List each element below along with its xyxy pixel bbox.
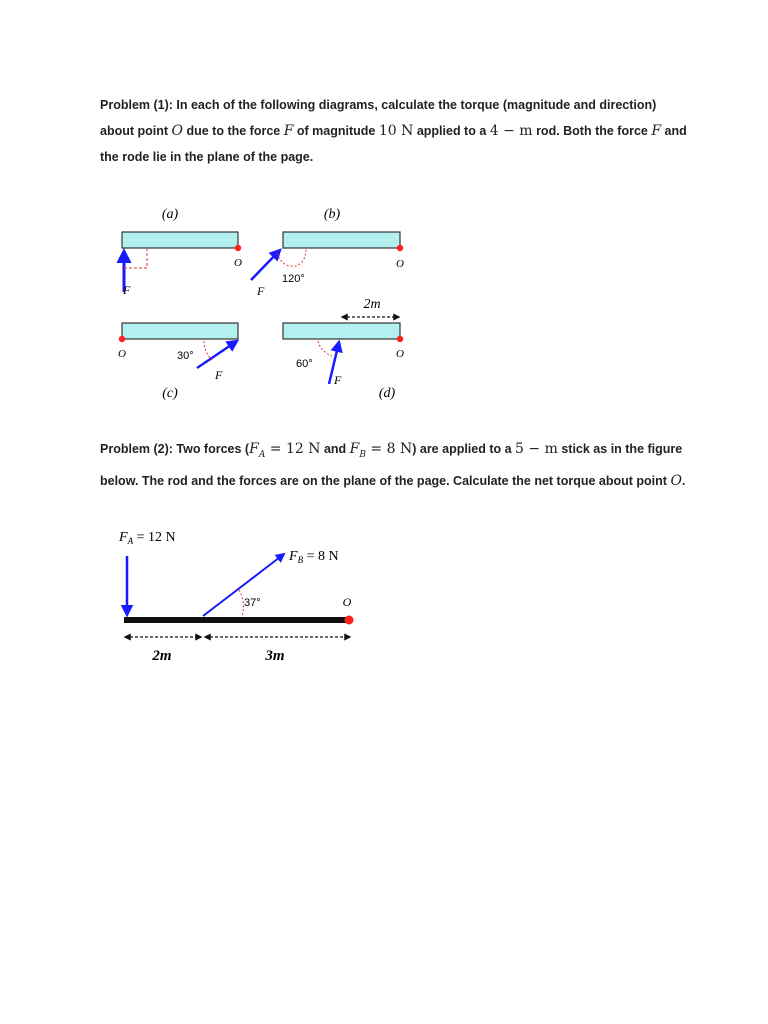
- distance-label-2m: 2m: [152, 648, 172, 664]
- angle-label-c: 30°: [177, 350, 194, 362]
- rod-length: 4 − m: [489, 123, 533, 139]
- problem-1-line-3: the rode lie in the plane of the page.: [100, 150, 314, 164]
- pivot-b: [397, 245, 403, 251]
- force-vector-symbol: F: [283, 123, 294, 139]
- rod-b: [283, 232, 400, 248]
- caption-a: (a): [161, 207, 179, 222]
- angle-arc-d: [318, 341, 332, 356]
- pivot-d: [397, 336, 403, 342]
- diagram-b: [251, 207, 404, 298]
- pivot-2: [345, 616, 354, 625]
- pivot-a: [235, 245, 241, 251]
- point-o-symbol: O: [171, 123, 183, 139]
- diagram-d: [283, 323, 404, 401]
- angle-label-b: 120°: [282, 273, 305, 285]
- force-vector-symbol-2: F: [651, 123, 662, 139]
- force-magnitude: 10 N: [378, 123, 414, 139]
- angle-arc-c: [204, 341, 212, 360]
- angle-label-d: 60°: [296, 358, 313, 370]
- force-label-c: F: [215, 368, 223, 382]
- right-angle-mark-a: [124, 249, 147, 268]
- angle-arc-b: [277, 249, 306, 266]
- caption-b: (b): [323, 207, 341, 222]
- problem-2-line-2: below. The rod and the forces are on the plane of the page. Calculate the net torque about point O.: [100, 472, 686, 489]
- force-arrow-b: [251, 250, 280, 280]
- force-label-a: F: [123, 283, 131, 297]
- force-label-b: F: [257, 284, 265, 298]
- angle-label-2: 37°: [244, 597, 261, 609]
- problem-1-line-2: about point O due to the force F of magnitude 10 N applied to a 4 − m rod. Both the force F and: [100, 123, 687, 139]
- point-label-2: O: [342, 595, 352, 609]
- diagram-problem-2: [118, 530, 354, 664]
- caption-d: (d): [378, 386, 396, 401]
- point-label-b: O: [396, 258, 404, 270]
- stick: [124, 617, 349, 623]
- distance-label-3m: 3m: [265, 648, 285, 664]
- distance-d: [342, 297, 399, 317]
- force-arrow-c: [197, 341, 237, 368]
- force-label-d: F: [334, 373, 342, 387]
- distance-label-d: 2m: [363, 297, 381, 312]
- fb-label: $F_B = 8$ N: [289, 549, 339, 565]
- problem-2-line-1: Problem (2): Two forces ($F_A = 12$ N and $F_B = 8$ N) are applied to a 5 − m stick as in the figure: [100, 441, 683, 460]
- point-label-a: O: [234, 257, 242, 269]
- point-label-c: O: [118, 348, 126, 360]
- rod-a: [122, 232, 238, 248]
- rod-d: [283, 323, 400, 339]
- problem-1-line-1: Problem (1): In each of the following diagrams, calculate the torque (magnitude and direction): [100, 98, 657, 112]
- pivot-c: [119, 336, 125, 342]
- caption-c: (c): [162, 386, 178, 401]
- rod-c: [122, 323, 238, 339]
- diagram-c: [118, 323, 238, 401]
- diagram-a: [122, 207, 242, 297]
- fa-label: $F_A = 12$ N: [119, 530, 176, 546]
- angle-arc-2: [239, 590, 243, 617]
- point-label-d: O: [396, 348, 404, 360]
